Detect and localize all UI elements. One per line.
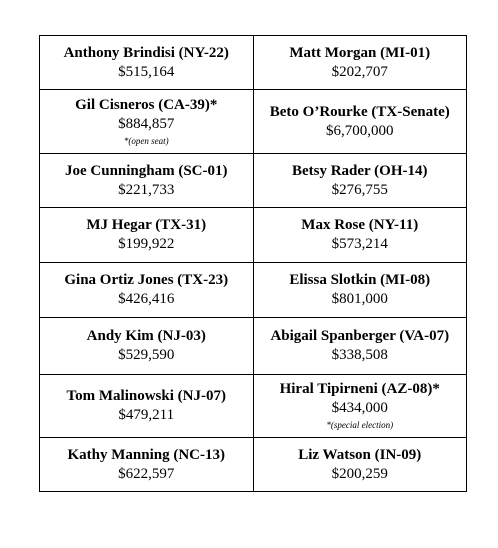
fundraising-amount: $199,922 — [118, 236, 175, 252]
fundraising-amount: $426,416 — [118, 291, 175, 307]
table-row — [40, 36, 467, 90]
fundraising-amount: $338,508 — [331, 347, 388, 363]
table-row — [40, 438, 467, 492]
candidate-name: Hiral Tipirneni (AZ-08)* — [279, 381, 440, 397]
candidate-name: Andy Kim (NJ-03) — [86, 328, 206, 344]
candidate-cell — [40, 154, 254, 208]
candidate-cell — [40, 375, 254, 438]
candidate-name: Gil Cisneros (CA-39)* — [75, 96, 218, 113]
fundraising-amount: $801,000 — [331, 291, 388, 307]
candidate-cell — [40, 36, 254, 90]
candidate-name: Tom Malinowski (NJ-07) — [66, 388, 226, 404]
candidate-cell — [253, 36, 467, 90]
fundraising-amount: $434,000 — [331, 400, 388, 416]
candidate-name: Gina Ortiz Jones (TX-23) — [64, 272, 229, 288]
table-row — [40, 154, 467, 208]
footnote: *(special election) — [326, 420, 394, 430]
candidate-name: Joe Cunningham (SC-01) — [64, 162, 228, 179]
table-row — [40, 90, 467, 154]
fundraising-amount: $515,164 — [118, 63, 175, 80]
table-row — [40, 375, 467, 438]
candidate-cell — [40, 90, 254, 154]
fundraising-amount: $573,214 — [331, 236, 388, 252]
fundraising-amount: $529,590 — [118, 347, 175, 363]
candidate-cell — [253, 263, 467, 318]
fundraising-amount: $276,755 — [331, 181, 388, 198]
candidate-name: Matt Morgan (MI-01) — [289, 44, 431, 61]
fundraising-amount: $200,259 — [331, 465, 388, 482]
candidate-cell — [253, 154, 467, 208]
candidate-cell — [40, 438, 254, 492]
table-row — [40, 208, 467, 263]
fundraising-amount: $622,597 — [118, 465, 175, 482]
candidate-name: Abigail Spanberger (VA-07) — [270, 328, 450, 344]
footnote: *(open seat) — [123, 135, 169, 146]
fundraising-amount: $6,700,000 — [326, 122, 394, 139]
candidate-name: Liz Watson (IN-09) — [298, 446, 422, 463]
candidate-cell — [253, 90, 467, 154]
candidate-name: Betsy Rader (OH-14) — [291, 162, 428, 179]
table-row — [40, 318, 467, 375]
candidate-name: MJ Hegar (TX-31) — [86, 217, 207, 233]
table-body — [40, 36, 467, 492]
candidate-name: Elissa Slotkin (MI-08) — [289, 272, 431, 288]
candidate-cell — [40, 263, 254, 318]
candidate-name: Anthony Brindisi (NY-22) — [63, 44, 229, 61]
candidate-cell — [253, 375, 467, 438]
candidate-fundraising-table — [39, 35, 467, 492]
candidate-cell — [253, 318, 467, 375]
candidate-cell — [40, 318, 254, 375]
fundraising-amount: $202,707 — [331, 63, 388, 80]
candidate-name: Max Rose (NY-11) — [301, 217, 419, 233]
candidate-name: Beto O’Rourke (TX-Senate) — [269, 103, 450, 120]
table-row — [40, 263, 467, 318]
candidate-cell — [40, 208, 254, 263]
fundraising-amount: $479,211 — [118, 407, 175, 423]
candidate-cell — [253, 438, 467, 492]
candidate-cell — [253, 208, 467, 263]
candidate-name: Kathy Manning (NC-13) — [67, 446, 225, 463]
fundraising-amount: $221,733 — [118, 181, 175, 198]
fundraising-amount: $884,857 — [118, 115, 175, 132]
